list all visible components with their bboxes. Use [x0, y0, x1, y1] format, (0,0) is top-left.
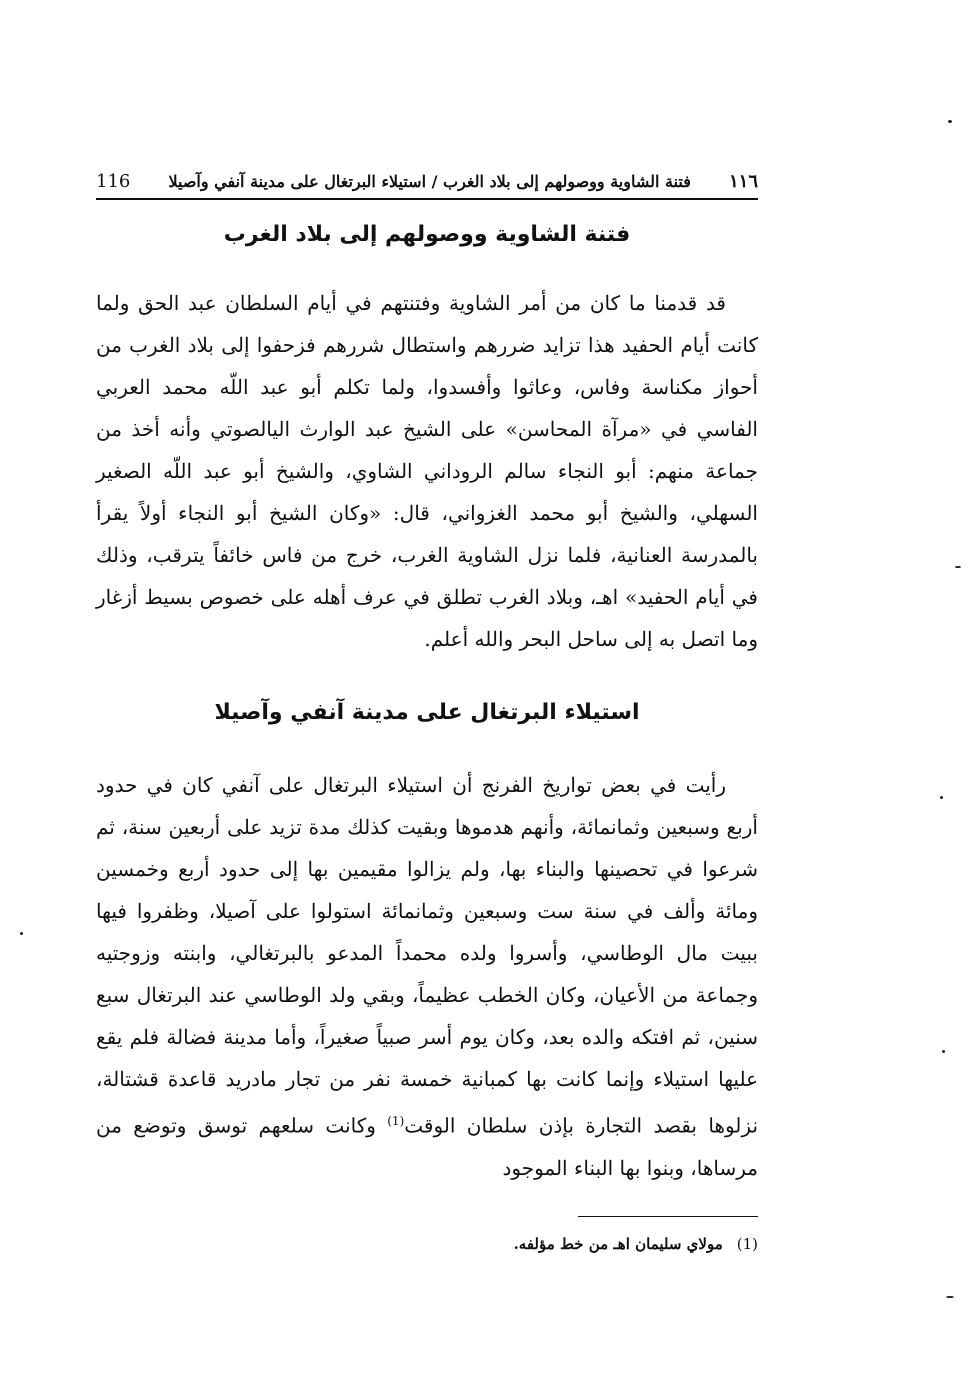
scan-speck	[20, 932, 23, 935]
footnote	[96, 1232, 758, 1256]
section-title: استيلاء البرتغال على مدينة آنفي وآصيلا	[214, 700, 640, 725]
section-title: فتنة الشاوية ووصولهم إلى بلاد الغرب	[223, 222, 631, 247]
scan-speck	[942, 1050, 945, 1053]
page-number-arabic: ١١٦	[728, 170, 758, 192]
paragraph-text-continued: وكانت سلعهم توسق وتوضع من مرساها، وبنوا بها البناء الموجود	[96, 1113, 758, 1180]
footnote-reference[interactable]: (1)	[387, 1114, 405, 1128]
page-number-latin: 116	[96, 170, 131, 192]
footnote-mark: (1)	[736, 1235, 758, 1253]
page-header	[96, 164, 758, 200]
scan-speck	[955, 566, 961, 568]
footnote-separator	[578, 1216, 758, 1217]
scan-speck	[946, 1296, 954, 1298]
running-title: فتنة الشاوية ووصولهم إلى بلاد الغرب / استيلاء البرتغال على مدينة آنفي وآصيلا	[168, 171, 691, 191]
section-paragraph	[96, 764, 758, 1189]
section-paragraph: قد قدمنا ما كان من أمر الشاوية وفتنتهم في أيام السلطان عبد الحق ولما كانت أيام الحفيد هذا تزايد ضررهم واستطال شررهم فزحفوا إلى بلاد الغرب من أحواز مكناسة وفاس، وعاثوا وأفسدوا، ولما تكلم أبو عبد اللّه محمد العربي الفاسي في «مرآة المحاسن» على الشيخ عبد الوارث اليالصوتي وأنه أخذ من جماعة منهم: أبو النجاء سالم الروداني الشاوي، والشيخ أبو عبد اللّه الصغير السهلي، والشيخ أبو محمد الغزواني، قال: «وكان الشيخ أبو النجاء أولاً يقرأ بالمدرسة العنانية، فلما نزل الشاوية الغرب، خرج من فاس خائفاً يترقب، وذلك في أيام الحفيد» اهـ، وبلاد الغرب تطلق في عرف أهله على خصوص بسيط أزغار وما اتصل به إلى ساحل البحر والله أعلم.	[96, 291, 758, 651]
paragraph-text: رأيت في بعض تواريخ الفرنج أن استيلاء البرتغال على آنفي كان في حدود أربع وسبعين وثمانمائة، وأنهم هدموها وبقيت كذلك مدة تزيد على أربعين سنة، ثم شرعوا في تحصينها والبناء بها، ولم يزالوا مقيمين بها إلى حدود أربع وخمسين ومائة وألف في سنة ست وسبعين وثمانمائة استولوا على آصيلا، وظفروا فيها ببيت مال الوطاسي، وأسروا ولده محمداً المدعو بالبرتغالي، وابنته وزوجتيه وجماعة من الأعيان، وكان الخطب عظيماً، وبقي ولد الوطاسي عند البرتغال سبع سنين، ثم افتكه والده بعد، وكان يوم أسر صبياً صغيراً، وأما مدينة فضالة فلم يقع عليها استيلاء وإنما كانت بها كمبانية خمسة نفر من تجار مادريد قاعدة قشتالة، نزلوها بقصد التجارة بإذن سلطان الوقت	[96, 773, 759, 1138]
scan-speck	[940, 796, 943, 799]
scan-speck	[948, 120, 952, 123]
footnote-text: مولاي سليمان اهـ من خط مؤلفه.	[513, 1235, 723, 1253]
